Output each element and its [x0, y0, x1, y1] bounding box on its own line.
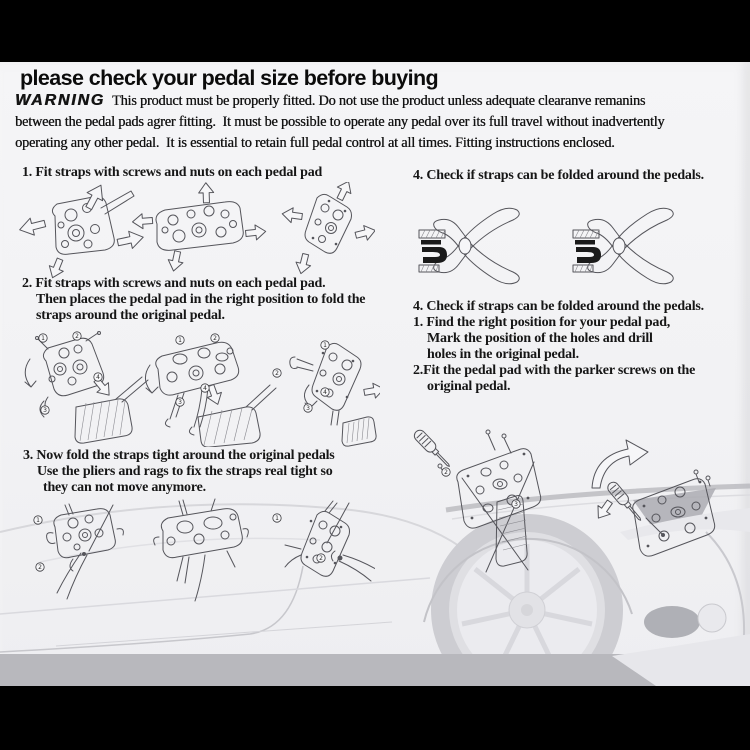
- step-2-line-2: Then places the pedal pad in the right position to fold the: [36, 292, 366, 307]
- step-1-heading: 1. Fit straps with screws and nuts on each pedal pad: [22, 165, 323, 180]
- alt-step-1-line-2: Mark the position of the holes and drill: [427, 331, 653, 346]
- alt-step-2-line-2: original pedal.: [427, 379, 511, 394]
- fold-straps-positioning-illustration: [10, 329, 380, 447]
- warning-text-1: This product must be properly fitted. Do not use the product unless adequate clearanve remanins: [111, 93, 646, 109]
- pedal-pad-figure: [132, 182, 266, 272]
- step-3-line-2: Use the pliers and rags to fix the straps real tight so: [37, 464, 333, 479]
- svg-text:2: 2: [75, 333, 79, 340]
- alt-step-2-line-1: 2.Fit the pedal pad with the parker screws on the: [413, 363, 696, 378]
- pedal-pad-figure: [281, 182, 375, 275]
- page-title: please check your pedal size before buying: [20, 66, 439, 90]
- strap-folded-figure: [154, 499, 249, 601]
- step-2-line-1: 2. Fit straps with screws and nuts on each pedal pad.: [22, 276, 326, 291]
- step-3-line-1: 3. Now fold the straps tight around the original pedals: [23, 448, 335, 463]
- direction-arrow-icon: [81, 182, 109, 212]
- plier-figure: [573, 208, 673, 284]
- drill-fit-illustration: [400, 422, 745, 577]
- instruction-sheet: [0, 62, 750, 686]
- step-4-repeat: 4. Check if straps can be folded around the pedals.: [413, 299, 704, 314]
- direction-arrow-icon: [281, 206, 303, 224]
- step-4-heading: 4. Check if straps can be folded around the pedals.: [413, 168, 704, 183]
- step-3-line-3: they can not move anymore.: [43, 480, 206, 495]
- original-brake-pedal-figure: [198, 385, 276, 447]
- svg-text:2: 2: [275, 370, 279, 377]
- svg-text:3: 3: [43, 407, 47, 414]
- car-bumper-shadow: [644, 606, 700, 638]
- brake-pad-positioning-figure: [25, 332, 148, 444]
- svg-text:1: 1: [41, 335, 45, 342]
- alt-step-1-line-3: holes in the original pedal.: [427, 347, 579, 362]
- gas-pedal-figure: [496, 496, 527, 567]
- right-instructions: [413, 299, 704, 395]
- svg-text:1: 1: [323, 342, 327, 349]
- car-exhaust-highlight: [698, 604, 726, 632]
- direction-arrow-icon: [166, 250, 185, 273]
- pliers-check-illustration: [405, 198, 705, 298]
- alt-step-1-line-1: 1. Find the right position for your pedal pad,: [413, 315, 671, 330]
- direction-arrow-icon: [333, 182, 355, 203]
- svg-text:2: 2: [213, 335, 217, 342]
- direction-arrow-icon: [363, 382, 380, 400]
- wide-pad-positioning-figure: [145, 334, 276, 447]
- svg-text:3: 3: [178, 399, 182, 406]
- svg-text:2: 2: [444, 469, 448, 476]
- gas-pad-positioning-figure: [273, 341, 380, 446]
- svg-text:1: 1: [275, 515, 279, 522]
- pliers-tighten-illustration: [15, 497, 375, 612]
- svg-text:3: 3: [306, 405, 310, 412]
- screwdriver-figure: [412, 428, 453, 470]
- warning-text-2: between the pedal pads agrer fitting. It must be possible to operate any pedal over its full travel without inadvertently: [15, 114, 665, 130]
- warning-line-1: [15, 92, 645, 110]
- svg-text:4: 4: [323, 389, 327, 396]
- svg-text:2: 2: [38, 564, 42, 571]
- svg-text:4: 4: [203, 385, 207, 392]
- direction-arrow-icon: [132, 213, 153, 229]
- svg-text:1: 1: [178, 337, 182, 344]
- step-2-line-3: straps around the original pedal.: [36, 308, 225, 323]
- strap-plier-figure: [273, 501, 375, 581]
- direction-arrow-icon: [198, 182, 214, 203]
- original-brake-pedal-figure: [75, 377, 148, 443]
- direction-arrow-icon: [294, 252, 313, 275]
- warning-label: WARNING: [15, 92, 105, 109]
- screwdriver-figure: [606, 480, 645, 524]
- pedal-pads-arrows-illustration: [15, 182, 375, 282]
- step-2-text: [22, 276, 365, 324]
- pedal-pad-figure: [18, 182, 146, 281]
- svg-text:4: 4: [96, 374, 100, 381]
- pedal-pad-figure: [633, 479, 715, 556]
- svg-text:3: 3: [514, 501, 518, 508]
- direction-arrow-icon: [592, 497, 616, 522]
- direction-arrow-icon: [245, 224, 266, 241]
- curved-arrow-icon: [592, 440, 648, 488]
- svg-text:2: 2: [319, 555, 323, 562]
- direction-arrow-icon: [354, 223, 375, 242]
- direction-arrow-icon: [18, 215, 47, 238]
- direction-arrow-icon: [116, 229, 145, 252]
- step-3-text: [23, 448, 335, 496]
- car-rocker-line: [56, 622, 392, 646]
- svg-text:1: 1: [36, 517, 40, 524]
- strap-tighten-figure: [34, 504, 124, 599]
- warning-text-3: operating any other pedal. It is essential to retain full pedal control at all times. Fitting instructions enclosed.: [15, 135, 615, 151]
- plier-figure: [419, 208, 519, 284]
- original-gas-pedal-figure: [342, 417, 376, 446]
